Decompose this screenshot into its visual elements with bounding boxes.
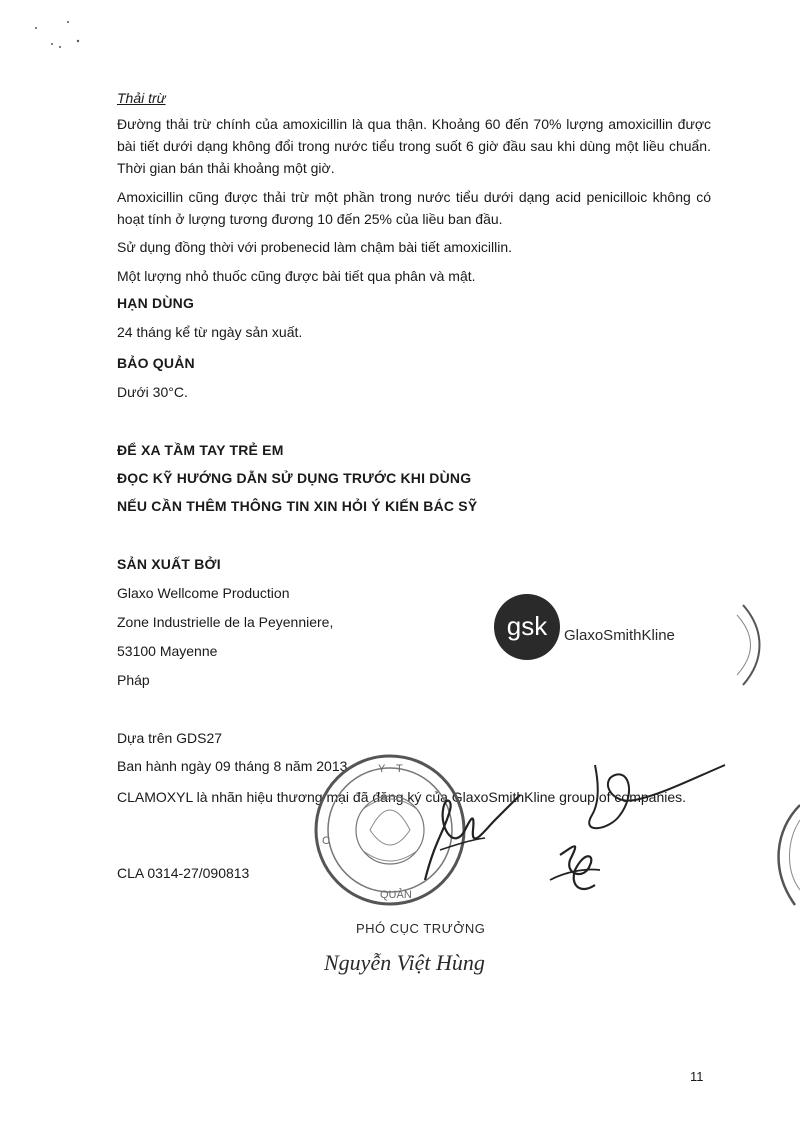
document-code: CLA 0314-27/090813: [117, 865, 250, 881]
gsk-mark: gsk: [506, 611, 548, 641]
manufacturer-line: 53100 Mayenne: [117, 643, 218, 659]
storage-text: Dưới 30°C.: [117, 384, 188, 400]
gsk-wordmark: GlaxoSmithKline: [564, 627, 675, 644]
trademark-line: CLAMOXYL là nhãn hiệu thương mại đã đăng ký của GlaxoSmithKline group of companies.: [117, 789, 687, 805]
gsk-logo: [494, 594, 704, 660]
edge-stamp-partial: [735, 600, 765, 690]
edge-stamp-partial: [765, 800, 800, 910]
handwritten-signature: [415, 790, 525, 890]
warning-read-instructions: ĐỌC KỸ HƯỚNG DẪN SỬ DỤNG TRƯỚC KHI DÙNG: [117, 470, 472, 486]
svg-text:QUẢN: QUẢN: [380, 889, 412, 901]
heading-manufacturer: SẢN XUẤT BỞI: [117, 556, 221, 572]
signatory-name-handwritten: [320, 940, 520, 982]
svg-text:Nguyễn Việt Hùng: Nguyễn Việt Hùng: [324, 950, 485, 975]
heading-storage: BẢO QUẢN: [117, 355, 195, 371]
paragraph-penicilloic-acid: Amoxicillin cũng được thải trừ một phần trong nước tiểu dưới dạng acid penicilloic không có hoạt tính ở lượng tương đương 10 đến 25% của liều ban đầu.: [117, 189, 711, 227]
signatory-title: PHÓ CỤC TRƯỞNG: [356, 921, 486, 936]
scan-specks: [30, 14, 90, 54]
paragraph-feces-bile: Một lượng nhỏ thuốc cũng được bài tiết qua phân và mật.: [117, 268, 476, 284]
section-title-elimination: Thải trừ: [117, 90, 166, 106]
expiry-text: 24 tháng kể từ ngày sản xuất.: [117, 324, 303, 340]
page-number: 11: [690, 1069, 704, 1084]
heading-expiry: HẠN DÙNG: [117, 295, 195, 311]
basis-line: Dựa trên GDS27: [117, 730, 223, 746]
manufacturer-line: Glaxo Wellcome Production: [117, 585, 290, 601]
issued-line: Ban hành ngày 09 tháng 8 năm 2013: [117, 758, 348, 774]
svg-text:Y: Y: [378, 763, 386, 775]
svg-text:C: C: [322, 835, 330, 847]
paragraph-elimination-route: Đường thải trừ chính của amoxicillin là qua thận. Khoảng 60 đến 70% lượng amoxicillin được bài tiết dưới dạng không đổi trong nước tiểu trong suốt 6 giờ đầu sau khi dùng một liều chuẩn. Thời gian bán thải khoảng một giờ.: [117, 116, 711, 176]
warning-ask-doctor: NẾU CẦN THÊM THÔNG TIN XIN HỎI Ý KIẾN BÁC SỸ: [117, 498, 478, 514]
manufacturer-line: Pháp: [117, 672, 150, 688]
manufacturer-line: Zone Industrielle de la Peyenniere,: [117, 614, 334, 630]
paragraph-probenecid: Sử dụng đồng thời với probenecid làm chậm bài tiết amoxicillin.: [117, 239, 513, 255]
svg-text:T: T: [396, 763, 403, 775]
handwritten-initials: [540, 760, 730, 900]
warning-keep-away-children: ĐỂ XA TẦM TAY TRẺ EM: [117, 442, 284, 458]
